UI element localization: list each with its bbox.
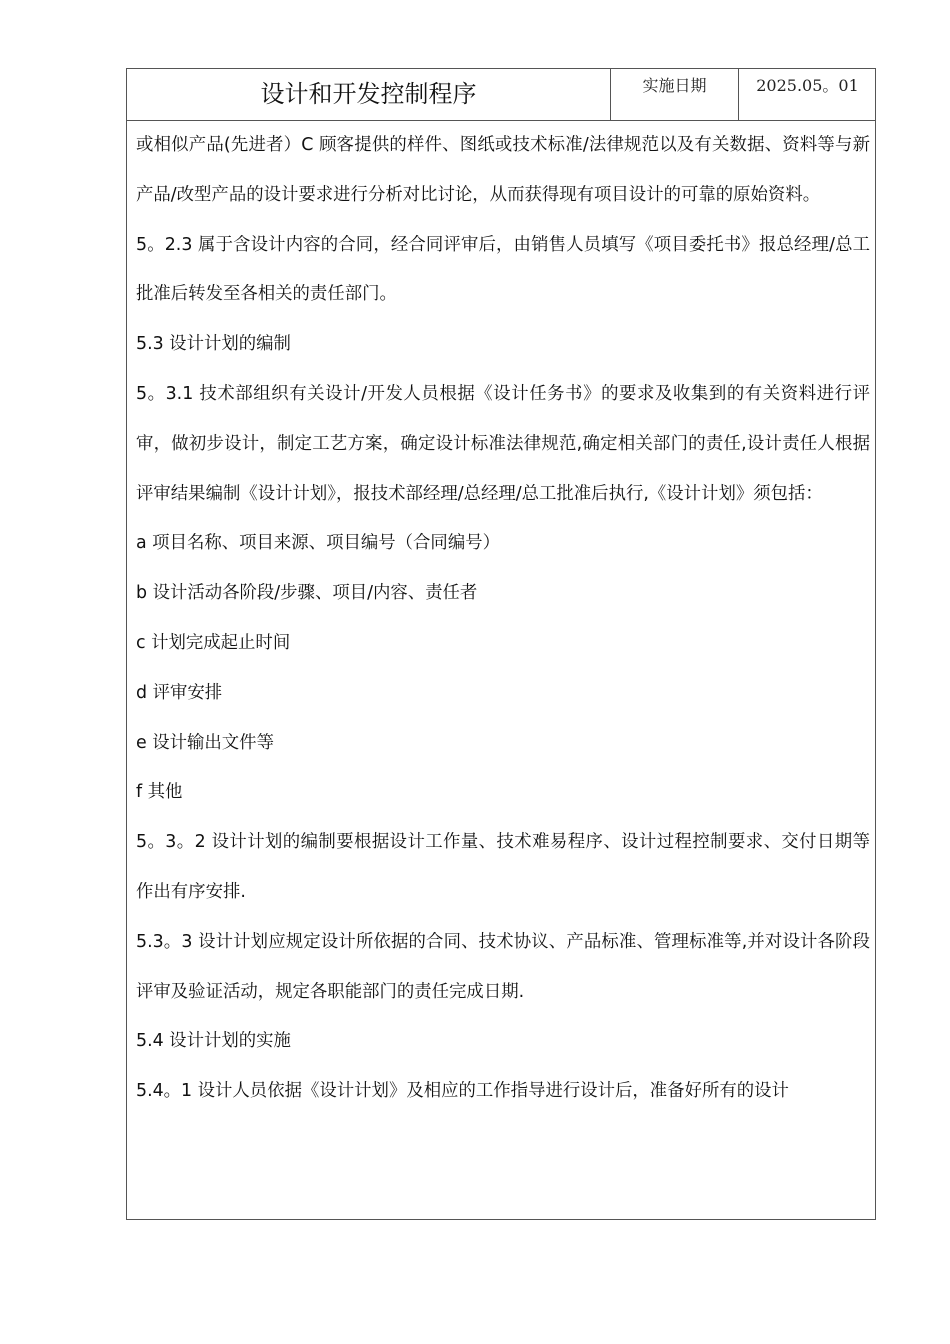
section-heading: 5.3 设计计划的编制 — [136, 334, 291, 355]
document-body — [136, 121, 870, 1117]
paragraph: 或相似产品(先进者）C 顾客提供的样件、图纸或技术标准/法律规范以及有关数据、资料等与新产品/改型产品的设计要求进行分析对比讨论，从而获得现有项目设计的可靠的原始资料。 — [136, 135, 870, 205]
implementation-date-label: 实施日期 — [611, 69, 739, 120]
section-heading: 5.4 设计计划的实施 — [136, 1031, 291, 1052]
paragraph: 5。2.3 属于含设计内容的合同，经合同评审后，由销售人员填写《项目委托书》报总经理/总工批准后转发至各相关的责任部门。 — [136, 234, 870, 305]
paragraph: 5。3.1 技术部组织有关设计/开发人员根据《设计任务书》的要求及收集到的有关资料进行评审，做初步设计，制定工艺方案，确定设计标准法律规范,确定相关部门的责任,设计责任人根据评审结果编制《设计计划》，报技术部经理/总经理/总工批准后执行,《设计计划》须包括： — [136, 383, 870, 504]
paragraph: 5。3。2 设计计划的编制要根据设计工作量、技术难易程序、设计过程控制要求、交付日期等作出有序安排. — [136, 832, 870, 902]
list-item: e 设计输出文件等 — [136, 732, 274, 753]
document-title: 设计和开发控制程序 — [127, 69, 611, 120]
document-frame — [126, 68, 876, 1220]
list-item: a 项目名称、项目来源、项目编号（合同编号） — [136, 533, 500, 554]
paragraph: 5.3。3 设计计划应规定设计所依据的合同、技术协议、产品标准、管理标准等,并对设计各阶段评审及验证活动，规定各职能部门的责任完成日期. — [136, 931, 870, 1002]
header-row — [127, 69, 875, 121]
list-item: d 评审安排 — [136, 682, 223, 703]
list-item: b 设计活动各阶段/步骤、项目/内容、责任者 — [136, 583, 478, 604]
list-item: c 计划完成起止时间 — [136, 632, 291, 653]
list-item: f 其他 — [136, 782, 183, 803]
paragraph: 5.4。1 设计人员依据《设计计划》及相应的工作指导进行设计后，准备好所有的设计 — [136, 1081, 789, 1102]
implementation-date-value: 2025.05。01 — [756, 76, 859, 95]
